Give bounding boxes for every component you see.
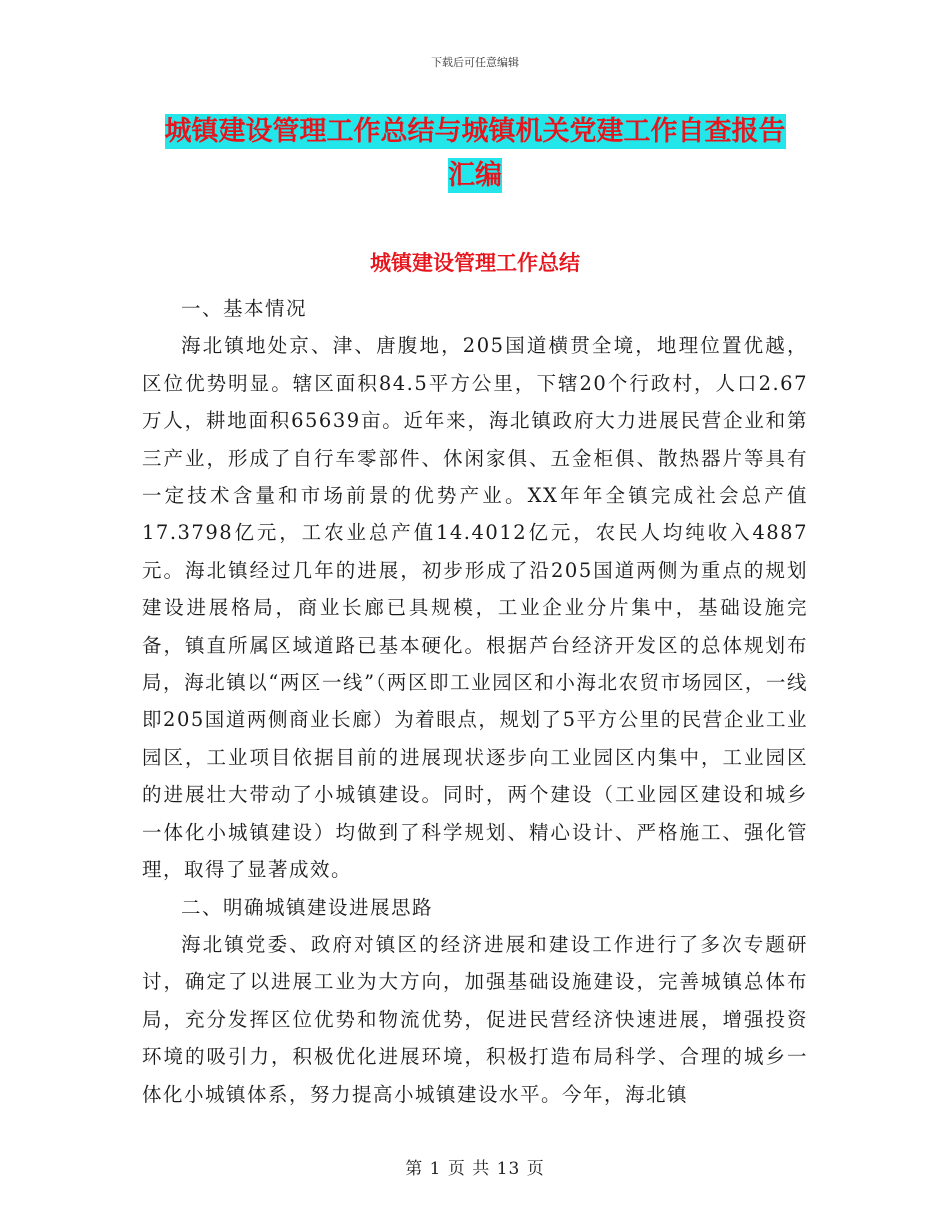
heading-basic-situation: 一、基本情况	[181, 297, 308, 320]
document-body	[142, 290, 808, 1113]
paragraph-basic-situation: 海北镇地处京、津、唐腹地，205国道横贯全境，地理位置优越，区位优势明显。辖区面积84.5平方公里，下辖20个行政村，人口2.67万人，耕地面积65639亩。近年来，海北镇政府大力进展民营企业和第三产业，形成了自行车零部件、休闲家俱、五金柜俱、散热器片等具有一定技术含量和市场前景的优势产业。XX年年全镇完成社会总产值17.3798亿元，工农业总产值14.4012亿元，农民人均纯收入4887元。海北镇经过几年的进展，初步形成了沿205国道两侧为重点的规划建设进展格局，商业长廊已具规模，工业企业分片集中，基础设施完备，镇直所属区域道路已基本硬化。根据芦台经济开发区的总体规划布局，海北镇以“两区一线”（两区即工业园区和小海北农贸市场园区，一线即205国道两侧商业长廊）为着眼点，规划了5平方公里的民营企业工业园区，工业项目依据目前的进展现状逐步向工业园区内集中，工业园区的进展壮大带动了小城镇建设。同时，两个建设（工业园区建设和城乡一体化小城镇建设）均做到了科学规划、精心设计、严格施工、强化管理，取得了显著成效。	[142, 334, 808, 882]
page-footer: 第 1 页 共 13 页	[405, 1159, 545, 1179]
section-title: 城镇建设管理工作总结	[370, 251, 580, 275]
document-title	[140, 110, 810, 198]
document-title-line-1: 城镇建设管理工作总结与城镇机关党建工作自查报告	[164, 116, 786, 147]
page-header-note: 下载后可任意编辑	[431, 56, 519, 69]
paragraph-development-ideas: 海北镇党委、政府对镇区的经济进展和建设工作进行了多次专题研讨，确定了以进展工业为大方向，加强基础设施建设，完善城镇总体布局，充分发挥区位优势和物流优势，促进民营经济快速进展，增强投资环境的吸引力，积极优化进展环境，积极打造布局科学、合理的城乡一体化小城镇体系，努力提高小城镇建设水平。今年，海北镇	[142, 932, 808, 1106]
heading-development-ideas: 二、明确城镇建设进展思路	[181, 895, 434, 919]
document-title-line-2: 汇编	[448, 160, 502, 191]
